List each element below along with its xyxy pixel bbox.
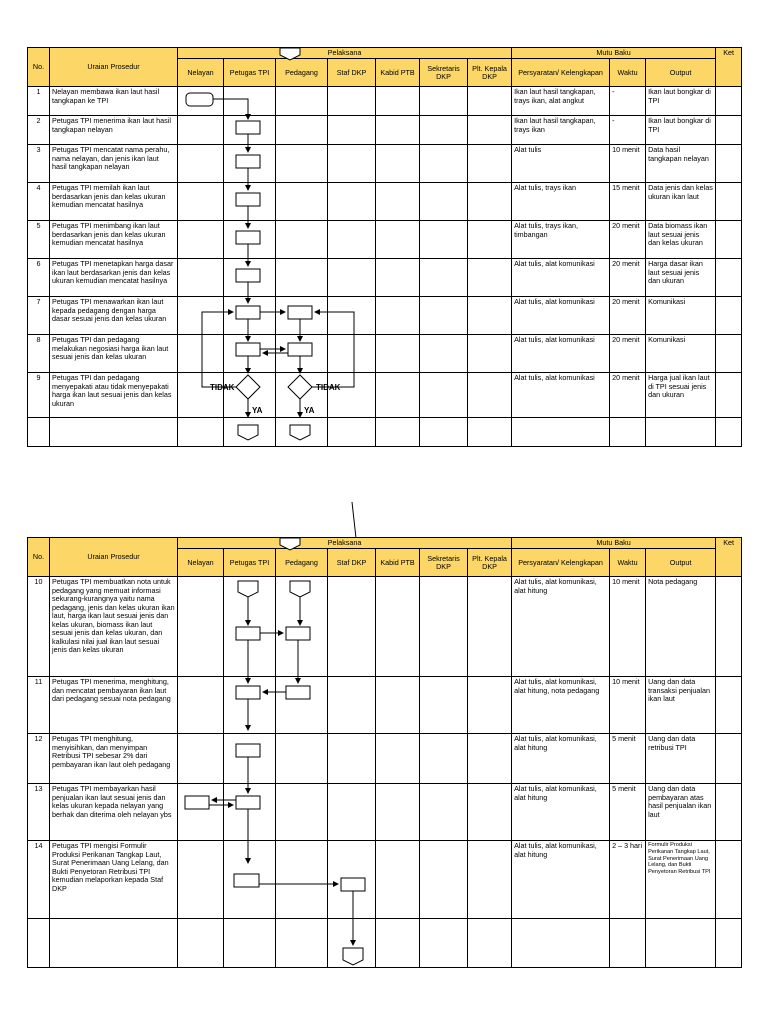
label-ya: YA xyxy=(304,406,315,415)
empty-cell xyxy=(50,418,178,447)
header-mutu-baku: Mutu Baku xyxy=(512,538,716,549)
empty-cell xyxy=(420,734,468,784)
empty-cell xyxy=(276,677,328,734)
empty-cell xyxy=(420,577,468,677)
row-persyaratan: Alat tulis, alat komunikasi, alat hitung xyxy=(512,784,610,841)
empty-cell xyxy=(328,677,376,734)
row-waktu: 10 menit xyxy=(610,677,646,734)
empty-cell xyxy=(376,297,420,335)
table-row xyxy=(28,841,742,919)
empty-cell xyxy=(716,335,742,373)
row-uraian: Petugas TPI menimbang ikan laut berdasarkan jenis dan kelas ukuran kemudian mencatat hasilnya xyxy=(50,221,178,259)
empty-cell xyxy=(376,87,420,116)
empty-cell xyxy=(224,183,276,221)
header-output: Output xyxy=(646,549,716,577)
header-pedagang: Pedagang xyxy=(276,59,328,87)
page-connector-line xyxy=(340,500,370,540)
empty-cell xyxy=(376,116,420,145)
header-persyaratan: Persyaratan/ Kelengkapan xyxy=(512,59,610,87)
row-number: 5 xyxy=(28,221,50,259)
row-waktu: - xyxy=(610,87,646,116)
empty-cell xyxy=(178,297,224,335)
row-persyaratan: Alat tulis, alat komunikasi xyxy=(512,335,610,373)
empty-cell xyxy=(610,919,646,968)
empty-cell xyxy=(420,919,468,968)
table-row-empty xyxy=(28,919,742,968)
row-number: 6 xyxy=(28,259,50,297)
row-persyaratan: Alat tulis, alat komunikasi xyxy=(512,297,610,335)
empty-cell xyxy=(328,116,376,145)
empty-cell xyxy=(276,259,328,297)
table-row xyxy=(28,577,742,677)
empty-cell xyxy=(276,373,328,418)
empty-cell xyxy=(716,677,742,734)
empty-cell xyxy=(468,183,512,221)
table-row xyxy=(28,183,742,221)
empty-cell xyxy=(716,183,742,221)
row-output: Data jenis dan kelas ukuran ikan laut xyxy=(646,183,716,221)
empty-cell xyxy=(224,259,276,297)
empty-cell xyxy=(178,183,224,221)
table-row xyxy=(28,145,742,183)
empty-cell xyxy=(512,919,610,968)
empty-cell xyxy=(420,183,468,221)
header-ket: Ket xyxy=(716,538,742,577)
row-output: Ikan laut bongkar di TPI xyxy=(646,87,716,116)
empty-cell xyxy=(468,841,512,919)
row-persyaratan: Alat tulis, alat komunikasi, alat hitung, nota pedagang xyxy=(512,677,610,734)
empty-cell xyxy=(716,297,742,335)
row-output: Uang dan data pembayaran atas hasil penjualan ikan laut xyxy=(646,784,716,841)
empty-cell xyxy=(646,919,716,968)
row-persyaratan: Ikan laut hasil tangkapan, trays ikan xyxy=(512,116,610,145)
empty-cell xyxy=(376,841,420,919)
empty-cell xyxy=(328,784,376,841)
empty-cell xyxy=(468,297,512,335)
sop-table-page-1 xyxy=(27,47,741,451)
row-number: 11 xyxy=(28,677,50,734)
empty-cell xyxy=(716,373,742,418)
empty-cell xyxy=(420,87,468,116)
row-persyaratan: Alat tulis, trays ikan xyxy=(512,183,610,221)
empty-cell xyxy=(376,221,420,259)
empty-cell xyxy=(328,221,376,259)
empty-cell xyxy=(468,335,512,373)
header-kepala-dkp: Plt. Kepala DKP xyxy=(468,59,512,87)
empty-cell xyxy=(468,677,512,734)
label-tidak: TIDAK xyxy=(210,383,235,392)
row-number: 4 xyxy=(28,183,50,221)
row-uraian: Petugas TPI menawarkan ikan laut kepada pedagang dengan harga dasar sesuai jenis dan kelas ukuran xyxy=(50,297,178,335)
empty-cell xyxy=(178,418,224,447)
row-uraian: Petugas TPI menerima ikan laut hasil tangkapan nelayan xyxy=(50,116,178,145)
empty-cell xyxy=(276,734,328,784)
empty-cell xyxy=(420,259,468,297)
row-output: Uang dan data retribusi TPI xyxy=(646,734,716,784)
empty-cell xyxy=(376,784,420,841)
empty-cell xyxy=(276,841,328,919)
row-output: Ikan laut bongkar di TPI xyxy=(646,116,716,145)
row-output: Harga jual ikan laut di TPI sesuai jenis dan ukuran xyxy=(646,373,716,418)
empty-cell xyxy=(276,919,328,968)
empty-cell xyxy=(376,919,420,968)
empty-cell xyxy=(178,841,224,919)
row-output: Komunikasi xyxy=(646,335,716,373)
empty-cell xyxy=(178,87,224,116)
row-uraian: Petugas TPI menghitung, menyisihkan, dan menyimpan Retribusi TPI sebesar 2% dari pembayaran ikan laut oleh pedagang xyxy=(50,734,178,784)
header-waktu: Waktu xyxy=(610,59,646,87)
empty-cell xyxy=(178,373,224,418)
header-persyaratan: Persyaratan/ Kelengkapan xyxy=(512,549,610,577)
header-petugas-tpi: Petugas TPI xyxy=(224,549,276,577)
header-output: Output xyxy=(646,59,716,87)
empty-cell xyxy=(646,418,716,447)
table-row xyxy=(28,116,742,145)
empty-cell xyxy=(376,418,420,447)
empty-cell xyxy=(468,145,512,183)
empty-cell xyxy=(276,145,328,183)
row-output: Data biomass ikan laut sesuai jenis dan kelas ukuran xyxy=(646,221,716,259)
empty-cell xyxy=(328,183,376,221)
empty-cell xyxy=(716,734,742,784)
row-waktu: 20 menit xyxy=(610,221,646,259)
row-uraian: Petugas TPI mencatat nama perahu, nama nelayan, dan jenis ikan laut hasil tangkapan nelayan xyxy=(50,145,178,183)
empty-cell xyxy=(468,87,512,116)
header-uraian: Uraian Prosedur xyxy=(50,48,178,87)
empty-cell xyxy=(420,116,468,145)
empty-cell xyxy=(276,87,328,116)
empty-cell xyxy=(420,297,468,335)
row-output: Nota pedagang xyxy=(646,577,716,677)
row-output: Uang dan data transaksi penjualan ikan laut xyxy=(646,677,716,734)
empty-cell xyxy=(420,841,468,919)
header-nelayan: Nelayan xyxy=(178,549,224,577)
empty-cell xyxy=(276,577,328,677)
empty-cell xyxy=(276,418,328,447)
empty-cell xyxy=(178,259,224,297)
empty-cell xyxy=(468,784,512,841)
header-no: No. xyxy=(28,538,50,577)
empty-cell xyxy=(276,221,328,259)
empty-cell xyxy=(178,221,224,259)
empty-cell xyxy=(224,87,276,116)
header-staf-dkp: Staf DKP xyxy=(328,59,376,87)
empty-cell xyxy=(468,116,512,145)
empty-cell xyxy=(50,919,178,968)
label-ya: YA xyxy=(252,406,263,415)
empty-cell xyxy=(328,297,376,335)
row-number: 7 xyxy=(28,297,50,335)
empty-cell xyxy=(224,145,276,183)
empty-cell xyxy=(468,259,512,297)
row-waktu: 20 menit xyxy=(610,373,646,418)
empty-cell xyxy=(224,734,276,784)
empty-cell xyxy=(178,784,224,841)
empty-cell xyxy=(420,145,468,183)
header-kepala-dkp: Plt. Kepala DKP xyxy=(468,549,512,577)
empty-cell xyxy=(178,734,224,784)
empty-cell xyxy=(224,297,276,335)
empty-cell xyxy=(224,373,276,418)
table-row xyxy=(28,734,742,784)
empty-cell xyxy=(328,145,376,183)
header-sekretaris-dkp: Sekretaris DKP xyxy=(420,59,468,87)
row-persyaratan: Alat tulis xyxy=(512,145,610,183)
empty-cell xyxy=(468,221,512,259)
table-row xyxy=(28,677,742,734)
row-number: 3 xyxy=(28,145,50,183)
table-row xyxy=(28,335,742,373)
empty-cell xyxy=(376,183,420,221)
table-row xyxy=(28,87,742,116)
row-waktu: 5 menit xyxy=(610,734,646,784)
row-number: 2 xyxy=(28,116,50,145)
header-waktu: Waktu xyxy=(610,549,646,577)
empty-cell xyxy=(328,418,376,447)
row-number: 13 xyxy=(28,784,50,841)
empty-cell xyxy=(328,577,376,677)
empty-cell xyxy=(328,87,376,116)
empty-cell xyxy=(376,373,420,418)
empty-cell xyxy=(716,784,742,841)
empty-cell xyxy=(276,784,328,841)
empty-cell xyxy=(716,577,742,677)
row-number: 12 xyxy=(28,734,50,784)
row-waktu: 20 menit xyxy=(610,335,646,373)
empty-cell xyxy=(276,116,328,145)
header-pelaksana: Pelaksana xyxy=(178,48,512,59)
empty-cell xyxy=(420,335,468,373)
header-sekretaris-dkp: Sekretaris DKP xyxy=(420,549,468,577)
empty-cell xyxy=(178,116,224,145)
empty-cell xyxy=(716,221,742,259)
header-uraian: Uraian Prosedur xyxy=(50,538,178,577)
empty-cell xyxy=(610,418,646,447)
row-uraian: Petugas TPI menerima, menghitung, dan mencatat pembayaran ikan laut dari pedagang sesuai nota pedagang xyxy=(50,677,178,734)
empty-cell xyxy=(420,418,468,447)
empty-cell xyxy=(28,919,50,968)
row-number: 14 xyxy=(28,841,50,919)
row-persyaratan: Alat tulis, alat komunikasi, alat hitung xyxy=(512,841,610,919)
header-no: No. xyxy=(28,48,50,87)
row-waktu: - xyxy=(610,116,646,145)
empty-cell xyxy=(178,145,224,183)
row-persyaratan: Alat tulis, alat komunikasi xyxy=(512,373,610,418)
row-uraian: Petugas TPI menetapkan harga dasar ikan laut berdasarkan jenis dan kelas ukuran kemudian mencatat hasilnya xyxy=(50,259,178,297)
empty-cell xyxy=(420,221,468,259)
table-row xyxy=(28,297,742,335)
empty-cell xyxy=(376,577,420,677)
empty-cell xyxy=(224,418,276,447)
table-row xyxy=(28,784,742,841)
empty-cell xyxy=(420,677,468,734)
row-waktu: 20 menit xyxy=(610,297,646,335)
empty-cell xyxy=(224,577,276,677)
row-uraian: Petugas TPI memilah ikan laut berdasarkan jenis dan kelas ukuran kemudian mencatat hasilnya xyxy=(50,183,178,221)
label-tidak: TIDAK xyxy=(316,383,341,392)
empty-cell xyxy=(178,677,224,734)
row-waktu: 2 – 3 hari xyxy=(610,841,646,919)
empty-cell xyxy=(716,116,742,145)
row-waktu: 10 menit xyxy=(610,577,646,677)
empty-cell xyxy=(420,784,468,841)
empty-cell xyxy=(328,919,376,968)
empty-cell xyxy=(468,418,512,447)
empty-cell xyxy=(468,577,512,677)
row-uraian: Petugas TPI membayarkan hasil penjualan ikan laut sesuai jenis dan kelas ukuran kepada nelayan yang berhak dan diterima oleh nelayan ybs xyxy=(50,784,178,841)
row-persyaratan: Alat tulis, trays ikan, timbangan xyxy=(512,221,610,259)
empty-cell xyxy=(224,919,276,968)
row-waktu: 15 menit xyxy=(610,183,646,221)
row-output: Data hasil tangkapan nelayan xyxy=(646,145,716,183)
empty-cell xyxy=(328,841,376,919)
empty-cell xyxy=(328,259,376,297)
table-row xyxy=(28,221,742,259)
row-waktu: 10 menit xyxy=(610,145,646,183)
row-waktu: 5 menit xyxy=(610,784,646,841)
empty-cell xyxy=(420,373,468,418)
row-number: 10 xyxy=(28,577,50,677)
empty-cell xyxy=(224,221,276,259)
empty-cell xyxy=(328,335,376,373)
empty-cell xyxy=(716,919,742,968)
empty-cell xyxy=(328,734,376,784)
header-kabid-ptb: Kabid PTB xyxy=(376,59,420,87)
empty-cell xyxy=(376,734,420,784)
empty-cell xyxy=(468,373,512,418)
table-row xyxy=(28,259,742,297)
empty-cell xyxy=(28,418,50,447)
empty-cell xyxy=(224,116,276,145)
empty-cell xyxy=(376,259,420,297)
empty-cell xyxy=(376,335,420,373)
table-row xyxy=(28,373,742,418)
row-output: Komunikasi xyxy=(646,297,716,335)
row-uraian: Petugas TPI membuatkan nota untuk pedagang yang memuat informasi sekurang-kurangnya yaitu nama pedagang, jenis dan kelas ukuran ikan laut, harga ikan laut sesuai jenis dan kelas ukuran, biomass ikan laut sesuai jenis dan kelas ukuran, dan kalkulasi nilai jual ikan laut sesuai jenis dan kelas ukuran xyxy=(50,577,178,677)
empty-cell xyxy=(376,145,420,183)
row-uraian: Petugas TPI mengisi Formulir Produksi Perikanan Tangkap Laut, Surat Penerimaan Uang Lelang, dan Bukti Penyetoran Retribusi TPI kemudian melaporkan kepada Staf DKP xyxy=(50,841,178,919)
empty-cell xyxy=(716,87,742,116)
empty-cell xyxy=(224,841,276,919)
header-nelayan: Nelayan xyxy=(178,59,224,87)
empty-cell xyxy=(276,297,328,335)
header-pelaksana: Pelaksana xyxy=(178,538,512,549)
table-row-empty xyxy=(28,418,742,447)
empty-cell xyxy=(328,373,376,418)
empty-cell xyxy=(178,919,224,968)
empty-cell xyxy=(512,418,610,447)
header-ket: Ket xyxy=(716,48,742,87)
empty-cell xyxy=(468,734,512,784)
row-output: Harga dasar ikan laut sesuai jenis dan ukuran xyxy=(646,259,716,297)
header-petugas-tpi: Petugas TPI xyxy=(224,59,276,87)
empty-cell xyxy=(716,259,742,297)
header-kabid-ptb: Kabid PTB xyxy=(376,549,420,577)
empty-cell xyxy=(716,841,742,919)
empty-cell xyxy=(716,145,742,183)
empty-cell xyxy=(276,335,328,373)
sop-table-page-2 xyxy=(27,537,741,967)
header-pedagang: Pedagang xyxy=(276,549,328,577)
row-number: 9 xyxy=(28,373,50,418)
row-output: Formulir Produksi Perikanan Tangkap Laut, Surat Penerimaan Uang Lelang, dan Bukti Penyetoran Retribusi TPI xyxy=(646,841,716,919)
row-number: 8 xyxy=(28,335,50,373)
row-waktu: 20 menit xyxy=(610,259,646,297)
empty-cell xyxy=(468,919,512,968)
row-persyaratan: Alat tulis, alat komunikasi, alat hitung xyxy=(512,734,610,784)
row-persyaratan: Alat tulis, alat komunikasi xyxy=(512,259,610,297)
empty-cell xyxy=(224,784,276,841)
empty-cell xyxy=(178,577,224,677)
row-uraian: Petugas TPI dan pedagang menyepakati atau tidak menyepakati harga ikan laut sesuai jenis dan kelas ukuran xyxy=(50,373,178,418)
empty-cell xyxy=(178,335,224,373)
empty-cell xyxy=(716,418,742,447)
empty-cell xyxy=(376,677,420,734)
empty-cell xyxy=(276,183,328,221)
row-number: 1 xyxy=(28,87,50,116)
row-uraian: Petugas TPI dan pedagang melakukan negosiasi harga ikan laut sesuai jenis dan kelas ukuran xyxy=(50,335,178,373)
row-uraian: Nelayan membawa ikan laut hasil tangkapan ke TPI xyxy=(50,87,178,116)
empty-cell xyxy=(224,677,276,734)
row-persyaratan: Alat tulis, alat komunikasi, alat hitung xyxy=(512,577,610,677)
header-mutu-baku: Mutu Baku xyxy=(512,48,716,59)
row-persyaratan: Ikan laut hasil tangkapan, trays ikan, alat angkut xyxy=(512,87,610,116)
empty-cell xyxy=(224,335,276,373)
header-staf-dkp: Staf DKP xyxy=(328,549,376,577)
